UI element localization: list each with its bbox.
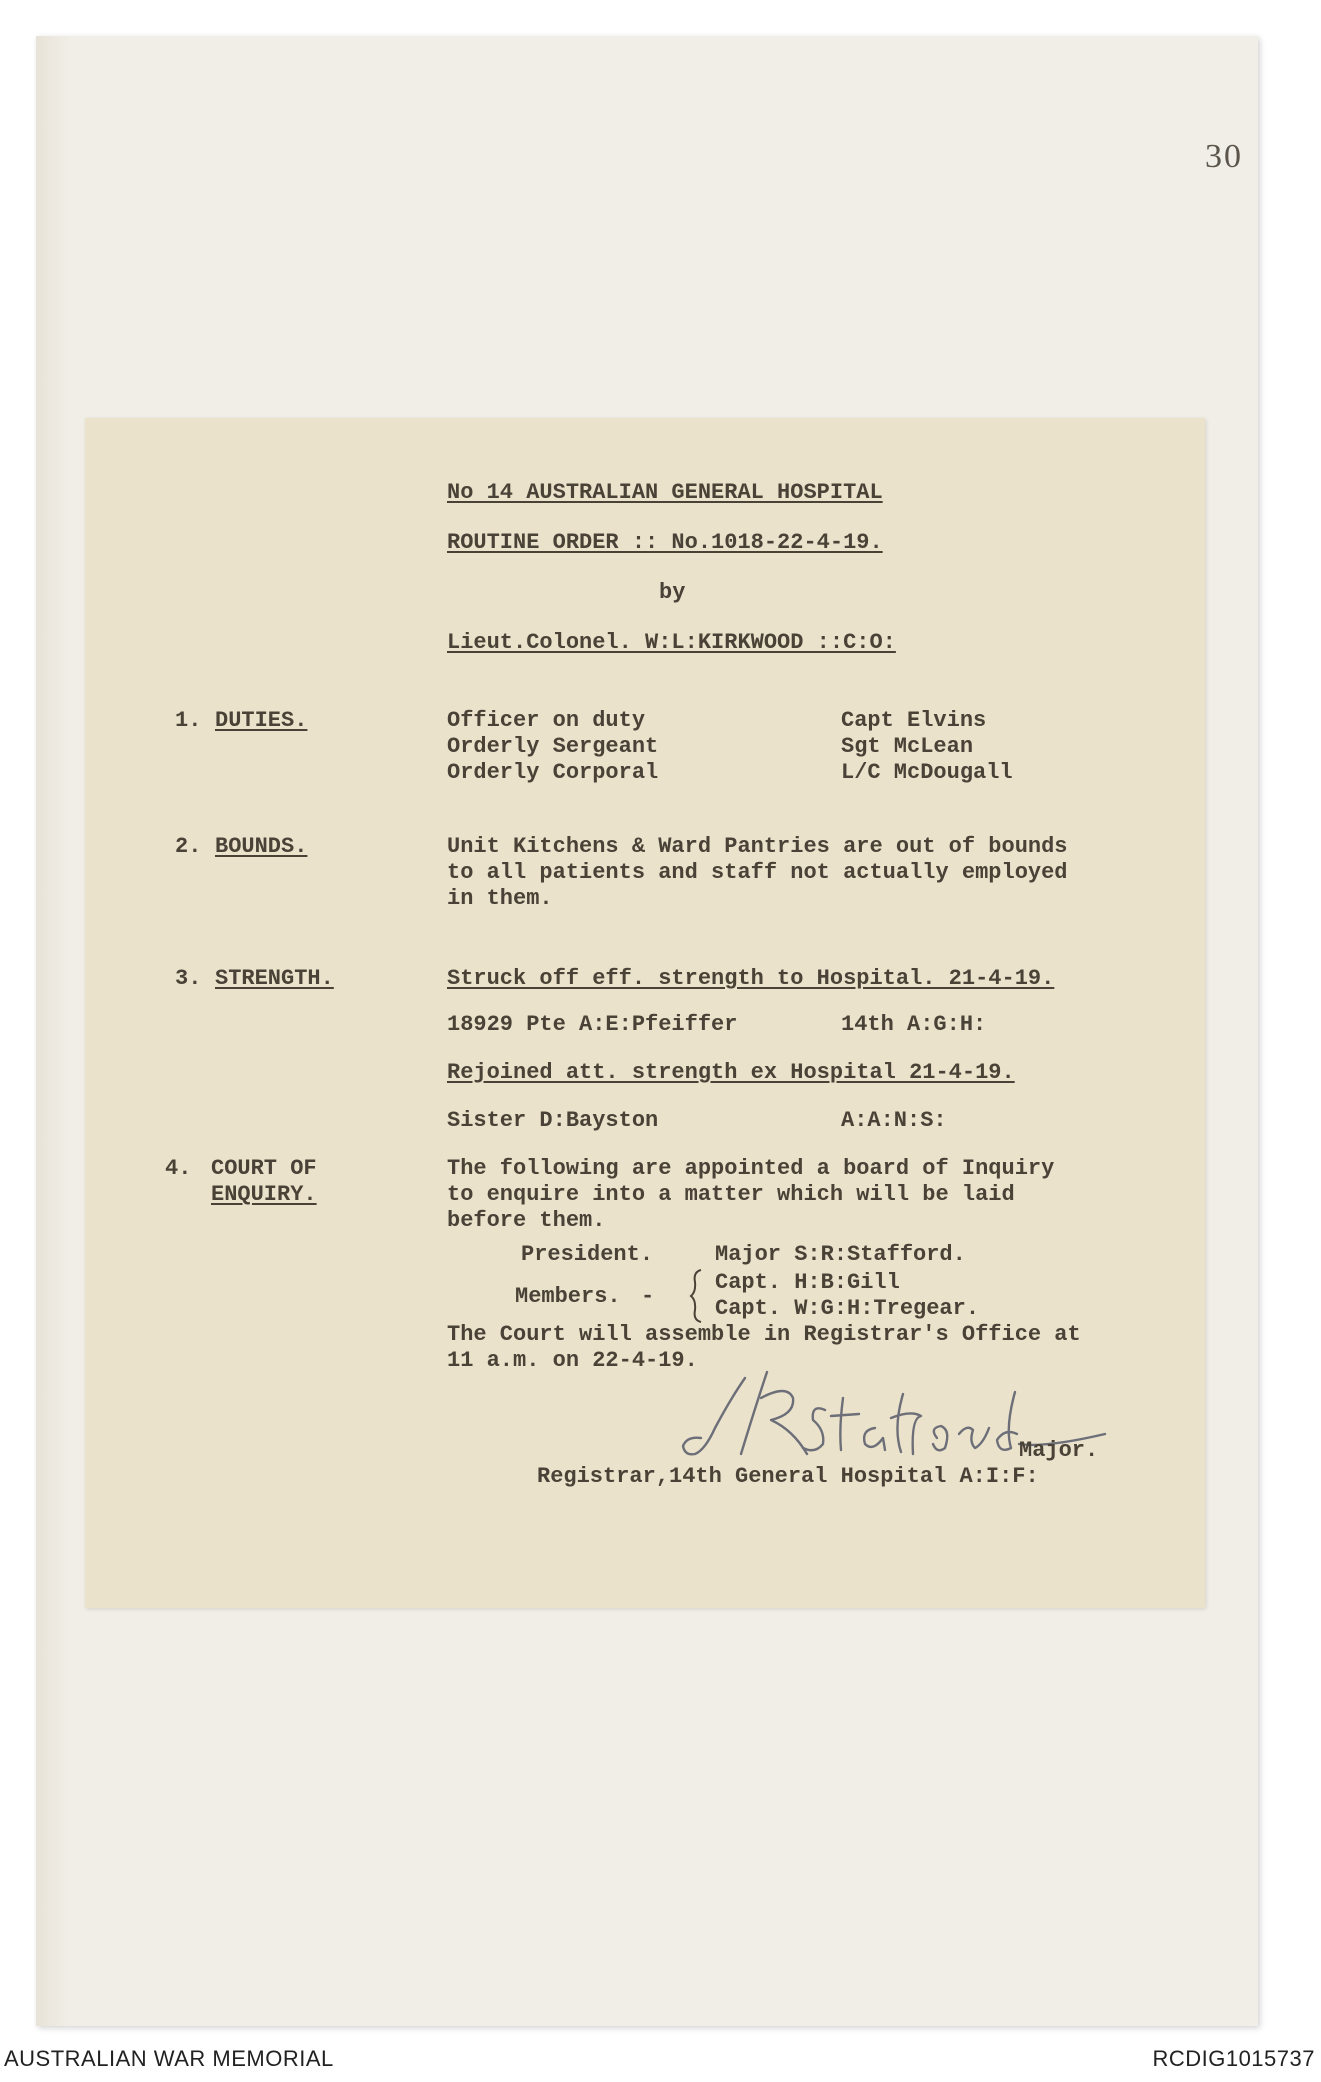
signatory-title: Registrar,14th General Hospital A:I:F: (537, 1464, 1039, 1489)
bounds-line-2: to all patients and staff not actually employed (447, 860, 1068, 885)
section-3-heading: STRENGTH. (215, 966, 334, 991)
duty-name-1: Capt Elvins (841, 708, 987, 733)
section-2-heading: BOUNDS. (215, 834, 308, 859)
assembly-line-2: 11 a.m. on 22-4-19. (447, 1348, 698, 1373)
section-3-number: 3. (175, 966, 202, 991)
section-1-heading: DUTIES. (215, 708, 308, 733)
unit-title: No 14 AUSTRALIAN GENERAL HOSPITAL (447, 480, 883, 505)
struck-off-unit: 14th A:G:H: (841, 1012, 987, 1037)
member-2: Capt. W:G:H:Tregear. (715, 1296, 980, 1321)
duty-role-3: Orderly Corporal (447, 760, 659, 785)
duty-name-2: Sgt McLean (841, 734, 974, 759)
footer-right-id: RCDIG1015737 (1152, 2046, 1315, 2071)
president-name: Major S:R:Stafford. (715, 1242, 966, 1267)
rejoined-entry: Sister D:Bayston (447, 1108, 659, 1133)
court-line-1: The following are appointed a board of Inquiry (447, 1156, 1055, 1181)
members-brace (689, 1268, 705, 1324)
binding-edge (36, 36, 70, 2026)
rejoined-unit: A:A:N:S: (841, 1108, 947, 1133)
folio-number: 30 (1205, 138, 1243, 175)
struck-off-heading: Struck off eff. strength to Hospital. 21-4-19. (447, 966, 1055, 991)
section-4-heading-1: COURT OF (211, 1156, 317, 1181)
member-1: Capt. H:B:Gill (715, 1270, 900, 1295)
court-line-3: before them. (447, 1208, 606, 1233)
president-label: President. (521, 1242, 654, 1267)
order-number: ROUTINE ORDER :: No.1018-22-4-19. (447, 530, 883, 555)
signatory-rank: Major. (1019, 1438, 1099, 1463)
bounds-line-3: in them. (447, 886, 553, 911)
assembly-line-1: The Court will assemble in Registrar's Office at (447, 1322, 1081, 1347)
struck-off-entry: 18929 Pte A:E:Pfeiffer (447, 1012, 738, 1037)
by-line: by (659, 580, 686, 605)
duty-role-1: Officer on duty (447, 708, 646, 733)
commander-line: Lieut.Colonel. W:L:KIRKWOOD ::C:O: (447, 630, 896, 655)
section-2-number: 2. (175, 834, 202, 859)
bounds-line-1: Unit Kitchens & Ward Pantries are out of bounds (447, 834, 1068, 859)
court-line-2: to enquire into a matter which will be laid (447, 1182, 1015, 1207)
members-dash: - (641, 1284, 655, 1309)
section-4-heading-2: ENQUIRY. (211, 1182, 317, 1207)
footer-left-credit: AUSTRALIAN WAR MEMORIAL (4, 2046, 334, 2071)
members-label: Members. (515, 1284, 621, 1309)
routine-order-sheet (85, 418, 1205, 1608)
duty-role-2: Orderly Sergeant (447, 734, 659, 759)
rejoined-heading: Rejoined att. strength ex Hospital 21-4-19. (447, 1060, 1015, 1085)
duty-name-3: L/C McDougall (841, 760, 1013, 785)
section-4-number: 4. (165, 1156, 192, 1181)
section-1-number: 1. (175, 708, 202, 733)
